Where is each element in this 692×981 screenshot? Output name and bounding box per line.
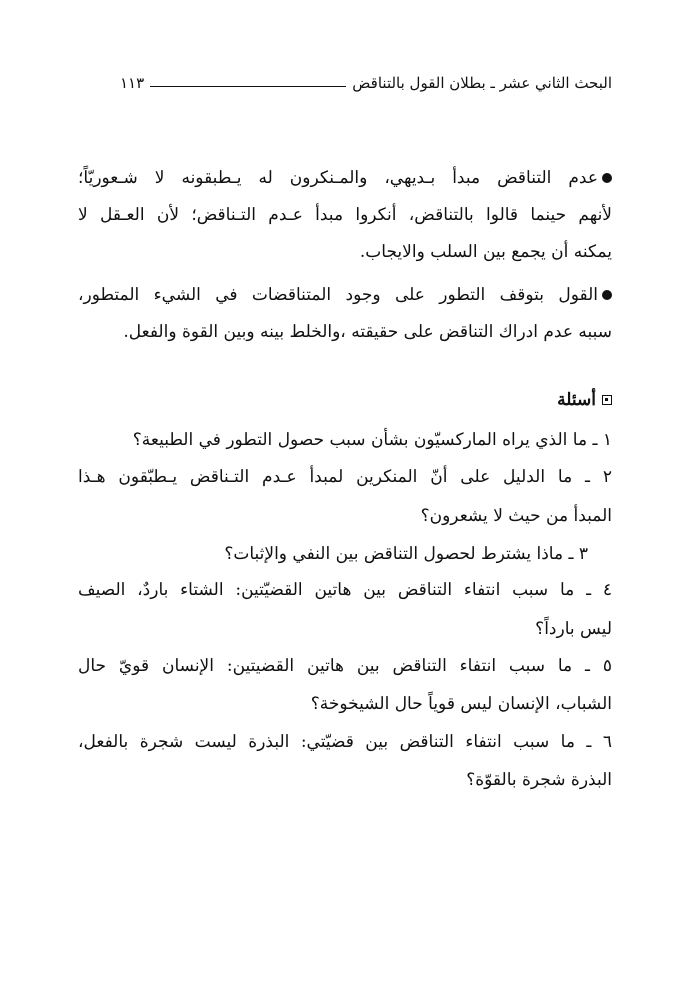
running-header (120, 68, 612, 98)
question-5-line-2: الشباب، الإنسان ليس قوياً حال الشيخوخة؟ (310, 694, 612, 714)
question-4-line-1: ٤ ـ ما سبب انتفاء التناقض بين هاتين القضيّتين: الشتاء باردٌ، الصيف (78, 580, 612, 600)
question-5-line-1: ٥ ـ ما سبب انتفاء التناقض بين هاتين القضيتين: الإنسان قويّ حال (78, 656, 612, 676)
question-2-line-1: ٢ ـ ما الدليل على أنّ المنكرين لمبدأ عـدم التـناقض يـطبّقون هـذا (78, 467, 612, 487)
paragraph-1-line-1: عدم التناقض مبدأ بـديهي، والمـنكرون له يـطبقونه لا شـعوريّاً؛ (78, 166, 612, 192)
question-3-line-1: ٣ ـ ماذا يشترط لحصول التناقض بين النفي والإثبات؟ (224, 544, 588, 564)
page-number: ١١٣ (120, 74, 145, 92)
question-1-line-1: ١ ـ ما الذي يراه الماركسيّون بشأن سبب حصول التطور في الطبيعة؟ (132, 430, 612, 450)
question-6-line-2: البذرة شجرة بالقوّة؟ (466, 770, 612, 790)
paragraph-1-line-2: لأنهم حينما قالوا بالتناقض، أنكروا مبدأ عـدم التـناقض؛ لأن العـقل لا (78, 205, 612, 225)
paragraph-1-line-3: يمكنه أن يجمع بين السلب والايجاب. (359, 242, 612, 262)
question-2-line-2: المبدأ من حيث لا يشعرون؟ (420, 506, 612, 526)
questions-heading-text: أسئلة (557, 390, 596, 410)
bullet-icon (602, 290, 612, 300)
header-rule (150, 86, 346, 87)
question-6-line-1: ٦ ـ ما سبب انتفاء التناقض بين قضيّتي: البذرة ليست شجرة بالفعل، (78, 732, 612, 752)
running-title: البحث الثاني عشر ـ بطلان القول بالتناقض (352, 74, 612, 92)
square-bullet-icon (602, 395, 612, 405)
question-4-line-2: ليس بارداً؟ (535, 619, 612, 639)
questions-heading (557, 390, 612, 410)
paragraph-2-line-1: القول بتوقف التطور على وجود المتناقضات في الشيء المتطور، (78, 283, 612, 309)
paragraph-2-line-2: سببه عدم ادراك التناقض على حقيقته ،والخلط بينه وبين القوة والفعل. (123, 322, 612, 342)
bullet-icon (602, 173, 612, 183)
